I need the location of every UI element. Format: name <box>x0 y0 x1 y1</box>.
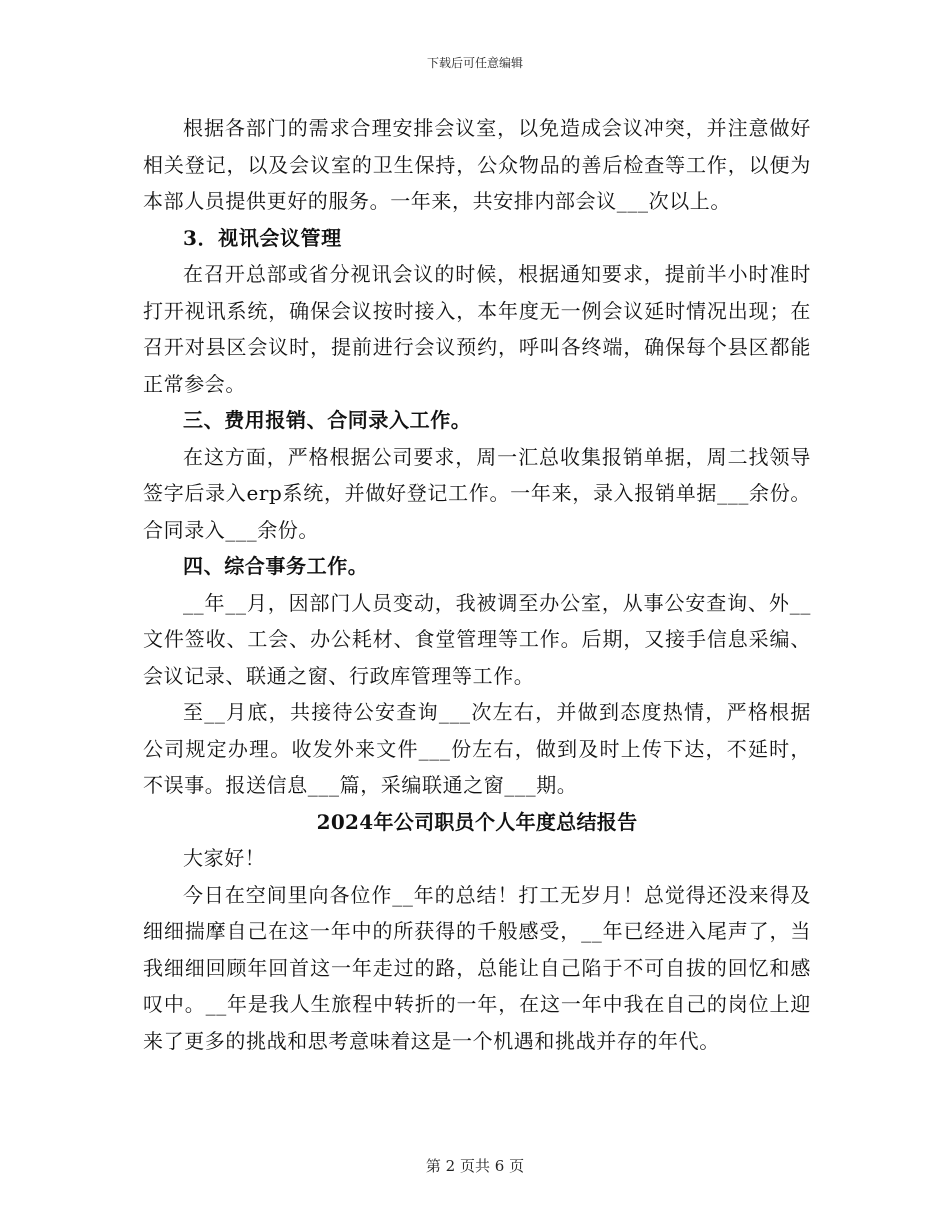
paragraph-video-conference: 在召开总部或省分视讯会议的时候，根据通知要求，提前半小时准时打开视讯系统，确保会议按时接入，本年度无一例会议延时情况出现；在召开对县区会议时，提前进行会议预约，呼叫各终端，确保每个县区都能正常参会。 <box>143 262 811 396</box>
report-title: 2024年公司职员个人年度总结报告 <box>316 809 638 834</box>
paragraph-statistics: 至__月底，共接待公安查询___次左右，并做到态度热情，严格根据公司规定办理。收发外来文件___份左右，做到及时上传下达，不延时，不误事。报送信息___篇，采编联通之窗___期。 <box>143 700 811 797</box>
document-body <box>143 110 811 1059</box>
page-header: 下载后可任意编辑 <box>426 56 523 70</box>
paragraph-meeting-room <box>143 110 811 220</box>
heading-general-affairs: 四、综合事务工作。 <box>183 554 369 578</box>
heading-expense-contract: 三、费用报销、合同录入工作。 <box>183 408 472 432</box>
paragraph-meeting-room-text: 根据各部门的需求合理安排会议室，以免造成会议冲突，并注意做好相关登记，以及会议室的卫生保持，公众物品的善后检查等工作，以便为本部人员提供更好的服务。一年来，共安排内部会议___次以上。 <box>143 116 811 213</box>
paragraph-general-affairs: __年__月，因部门人员变动，我被调至办公室，从事公安查询、外__文件签收、工会、办公耗材、食堂管理等工作。后期，又接手信息采编、会议记录、联通之窗、行政库管理等工作。 <box>143 590 811 688</box>
paragraph-expense-contract: 在这方面，严格根据公司要求，周一汇总收集报销单据，周二找领导签字后录入erp系统，并做好登记工作。一年来，录入报销单据___余份。合同录入___余份。 <box>143 444 811 542</box>
greeting: 大家好！ <box>183 846 266 870</box>
page-footer: 第 2 页共 6 页 <box>425 1157 525 1175</box>
paragraph-summary-intro: 今日在空间里向各位作__年的总结！打工无岁月！总觉得还没来得及细细揣摩自己在这一年中的所获得的千般感受，__年已经进入尾声了，当我细细回顾年回首这一年走过的路，总能让自己陷于不可自拔的回忆和感叹中。__年是我人生旅程中转折的一年，在这一年中我在自己的岗位上迎来了更多的挑战和思考意味着这是一个机遇和挑战并存的年代。 <box>143 882 811 1053</box>
heading-video-conference: 3．视讯会议管理 <box>183 225 342 250</box>
